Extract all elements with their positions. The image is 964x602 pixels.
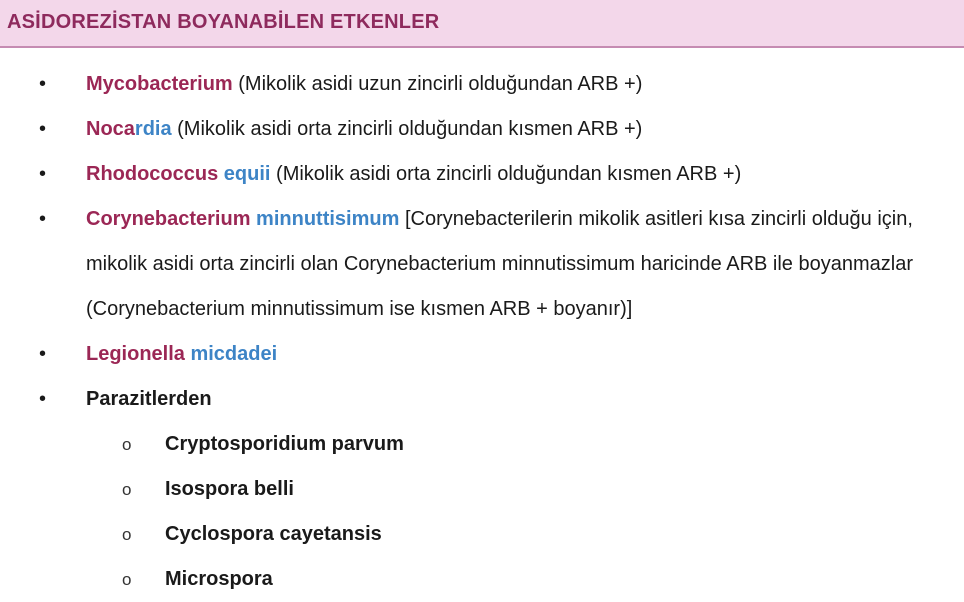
parasites-heading: Parazitlerden bbox=[86, 388, 212, 410]
organism-description: [Corynebacterilerin mikolik asitleri kısa zincirli olduğu için, bbox=[399, 208, 913, 230]
hollow-bullet-icon: o bbox=[122, 525, 132, 544]
organism-name-part-2: rdia bbox=[134, 118, 172, 140]
organism-species: minnuttisimum bbox=[250, 208, 400, 230]
bullet-icon: • bbox=[39, 73, 47, 95]
list-item-rhodococcus bbox=[0, 152, 964, 197]
hollow-bullet-icon: o bbox=[122, 480, 132, 499]
organism-species: equii bbox=[218, 163, 271, 185]
organism-description: (Mikolik asidi uzun zincirli olduğundan ARB +) bbox=[232, 73, 643, 95]
description-line-2: mikolik asidi orta zincirli olan Corynebacterium minnutissimum haricinde ARB ile boyanmazlar bbox=[86, 253, 913, 275]
section-title: ASİDOREZİSTAN BOYANABİLEN ETKENLER bbox=[7, 11, 440, 33]
organism-name: Mycobacterium bbox=[86, 73, 233, 95]
organism-list bbox=[0, 62, 964, 602]
hollow-bullet-icon: o bbox=[122, 570, 132, 589]
organism-genus: Legionella bbox=[86, 343, 185, 365]
parasite-name: Isospora belli bbox=[165, 478, 294, 500]
list-item-legionella bbox=[0, 332, 964, 377]
list-item-parazitlerden bbox=[0, 377, 964, 422]
organism-species: micdadei bbox=[184, 343, 278, 365]
organism-name-part-1: Noca bbox=[86, 118, 135, 140]
bullet-icon: • bbox=[39, 163, 47, 185]
parasite-name: Cryptosporidium parvum bbox=[165, 433, 404, 455]
description-line-1 bbox=[86, 197, 964, 242]
bullet-icon: • bbox=[39, 118, 47, 140]
parasite-item bbox=[0, 422, 964, 467]
list-item-corynebacterium bbox=[0, 197, 964, 332]
bullet-icon: • bbox=[39, 208, 47, 230]
parasite-item bbox=[0, 467, 964, 512]
bullet-icon: • bbox=[39, 388, 47, 410]
parasite-item bbox=[0, 512, 964, 557]
parasite-item bbox=[0, 557, 964, 602]
organism-description: (Mikolik asidi orta zincirli olduğundan kısmen ARB +) bbox=[270, 163, 742, 185]
organism-genus: Corynebacterium bbox=[86, 208, 251, 230]
list-item-mycobacterium bbox=[0, 62, 964, 107]
parasite-name: Microspora bbox=[165, 568, 273, 590]
organism-genus: Rhodococcus bbox=[86, 163, 219, 185]
section-header bbox=[0, 0, 964, 48]
parasite-name: Cyclospora cayetansis bbox=[165, 523, 382, 545]
hollow-bullet-icon: o bbox=[122, 435, 132, 454]
description-line-3: (Corynebacterium minnutissimum ise kısmen ARB + boyanır)] bbox=[86, 298, 633, 320]
bullet-icon: • bbox=[39, 343, 47, 365]
list-item-nocardia bbox=[0, 107, 964, 152]
organism-description: (Mikolik asidi orta zincirli olduğundan kısmen ARB +) bbox=[171, 118, 643, 140]
